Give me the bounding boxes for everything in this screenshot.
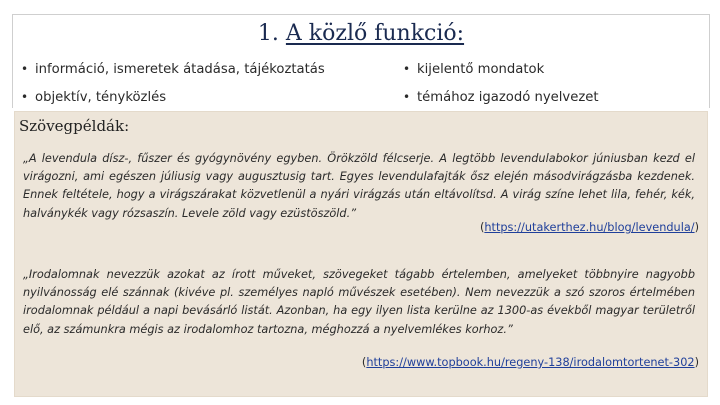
bullet-text: objektív, tényközlés [35,90,167,105]
example-paragraph-2: „Irodalomnak nevezzük azokat az írott műveket, szövegeket tágabb értelemben, amelyeket többnyire nagyobb nyilvánosság elé szánnak (kivéve pl. személyes napló művészek esetében). Nem nevezzük a szó szoros értelmében irodalomnak például a napi bevásárló listát. Azonban, ha egy ilyen lista kerülne az 1300-as évekből magyar területről elő, az számunkra mégis az irodalomhoz tartozna, méghozzá a nyelvemlékes korhoz.” [23,268,695,336]
examples-panel [14,111,708,397]
title-text: A közlő funkció: [285,21,465,46]
bullet-text: információ, ismeretek átadása, tájékoztatás [35,62,325,77]
bullet-dot-icon: • [21,62,29,76]
bullet-dot-icon: • [403,90,411,104]
bullet-text: kijelentő mondatok [417,62,545,77]
title-number: 1. [257,21,286,46]
title-box [12,14,710,55]
bullet-list [12,54,710,108]
examples-heading: Szövegpéldák: [19,117,130,135]
example-source-1: (https://utakerthez.hu/blog/levendula/) [479,221,699,234]
bullet-item [403,90,599,105]
bullet-item [403,62,544,77]
source-link-2[interactable]: https://www.topbook.hu/regeny-138/irodalomtortenet-302 [366,356,695,369]
example-source-2: (https://www.topbook.hu/regeny-138/irodalomtortenet-302) [361,356,699,369]
bullet-item [21,62,325,77]
slide-title [13,21,709,46]
bullet-text: témához igazodó nyelvezet [417,90,599,105]
source-link-1[interactable]: https://utakerthez.hu/blog/levendula/ [484,221,695,234]
bullet-dot-icon: • [403,62,411,76]
bullet-dot-icon: • [21,90,29,104]
bullet-item [21,90,166,105]
example-paragraph-1: „A levendula dísz-, fűszer és gyógynövény egyben. Örökzöld félcserje. A legtöbb levendulabokor júniusban kezd el virágozni, ami egészen júliusig vagy augusztusig tart. Egyes levendulafajták ősz elején másodvirágzásba kezdenek. Ennek feltétele, hogy a virágszárakat közvetlenül a nyári virágzás után eltávolítsd. A virág színe lehet lila, fehér, kék, halványkék vagy rózsaszín. Levele zöld vagy ezüstöszöld.” [23,152,695,220]
